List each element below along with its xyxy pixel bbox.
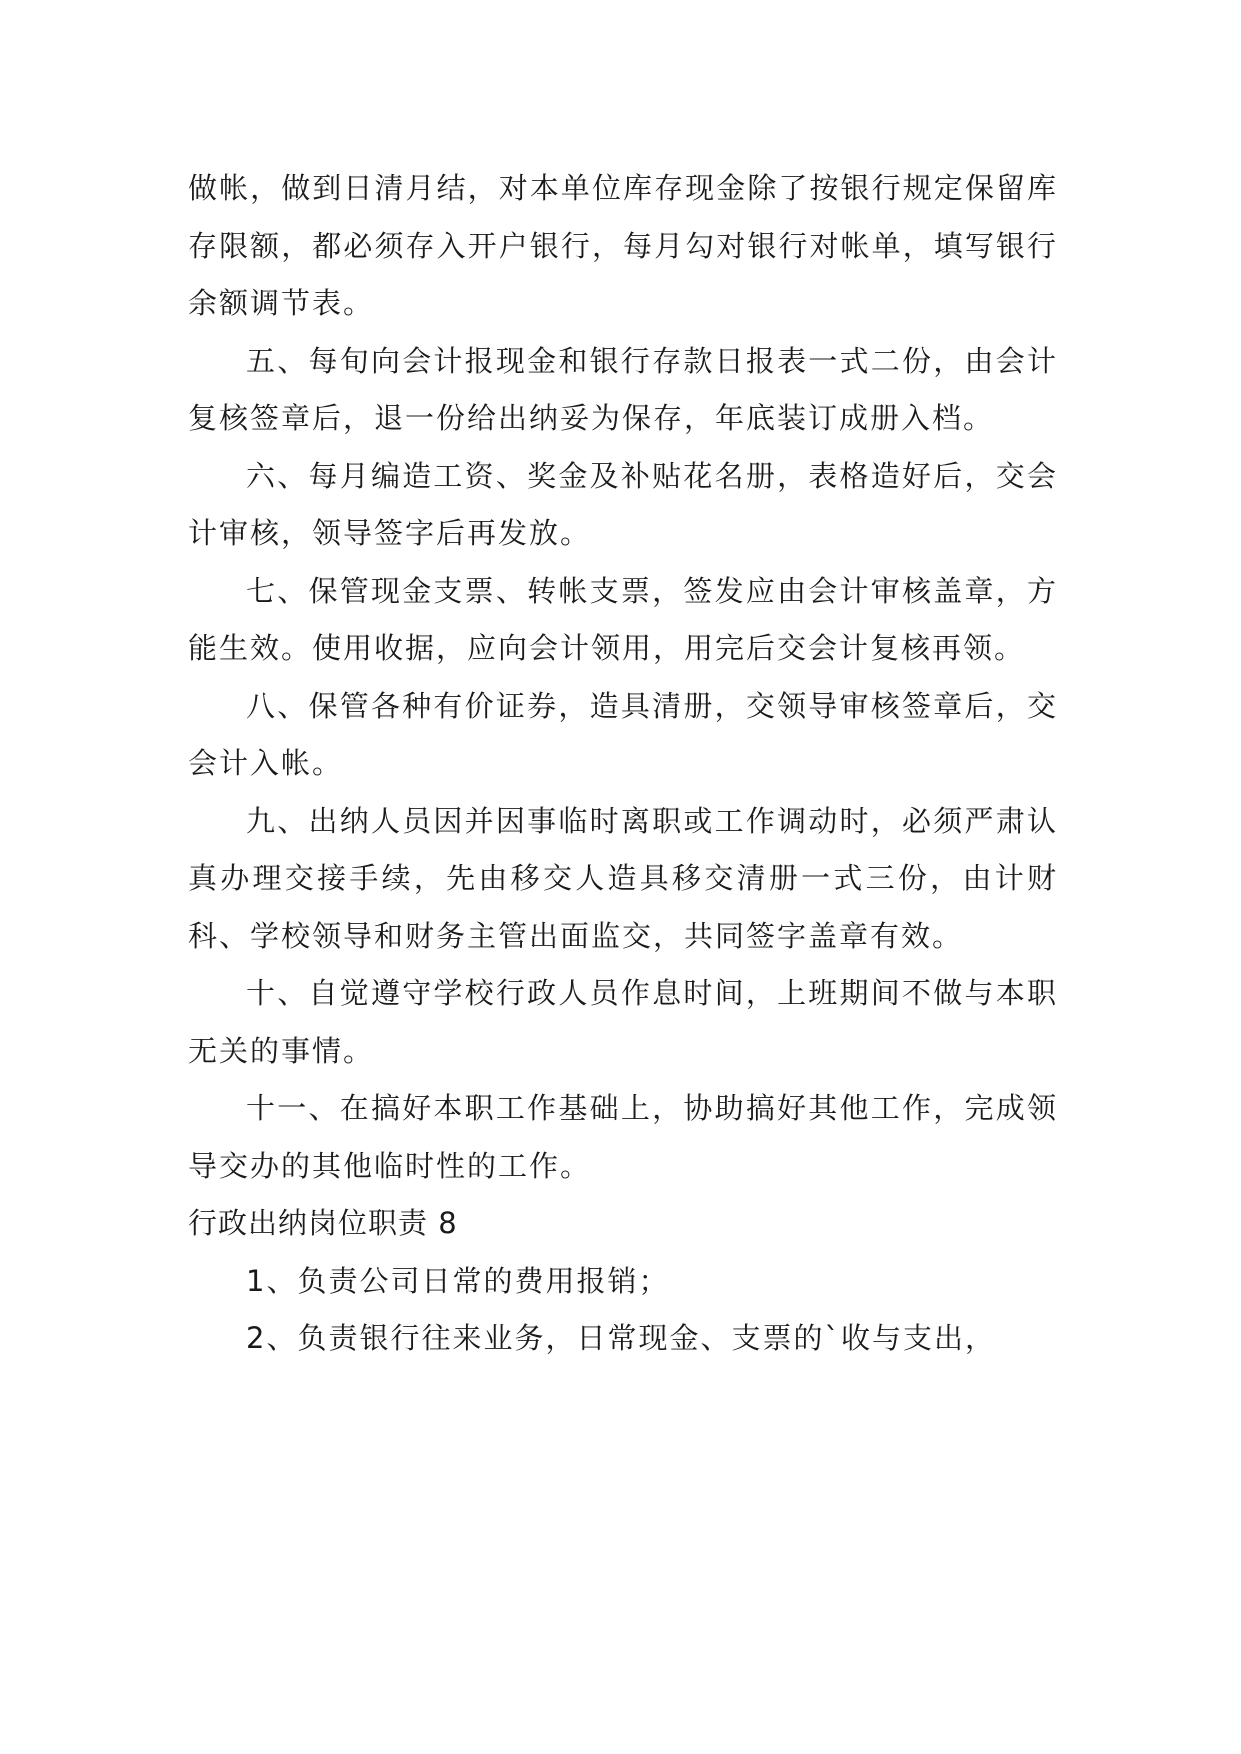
- paragraph-item-5: 五、每旬向会计报现金和银行存款日报表一式二份，由会计复核签章后，退一份给出纳妥为保存，年底装订成册入档。: [188, 343, 1058, 435]
- document-body: [188, 160, 1058, 1368]
- paragraph-item-8: 八、保管各种有价证券，造具清册，交领导审核签章后，交会计入帐。: [188, 688, 1058, 780]
- list-item-2: 2、负责银行往来业务，日常现金、支票的`收与支出，: [246, 1321, 996, 1355]
- paragraph-item-11: 十一、在搞好本职工作基础上，协助搞好其他工作，完成领导交办的其他临时性的工作。: [188, 1091, 1058, 1183]
- paragraph-continuation: 做帐，做到日清月结，对本单位库存现金除了按银行规定保留库存限额，都必须存入开户银行，每月勾对银行对帐单，填写银行余额调节表。: [188, 171, 1058, 320]
- section-heading: 行政出纳岗位职责 8: [188, 1206, 458, 1240]
- paragraph-item-6: 六、每月编造工资、奖金及补贴花名册，表格造好后，交会计审核，领导签字后再发放。: [188, 458, 1058, 550]
- paragraph-item-10: 十、自觉遵守学校行政人员作息时间，上班期间不做与本职无关的事情。: [188, 976, 1058, 1068]
- list-item-1: 1、负责公司日常的费用报销；: [246, 1263, 670, 1298]
- paragraph-item-7: 七、保管现金支票、转帐支票，签发应由会计审核盖章，方能生效。使用收据，应向会计领用，用完后交会计复核再领。: [188, 573, 1058, 665]
- paragraph-item-9: 九、出纳人员因并因事临时离职或工作调动时，必须严肃认真办理交接手续，先由移交人造具移交清册一式三份，由计财科、学校领导和财务主管出面监交，共同签字盖章有效。: [188, 803, 1058, 953]
